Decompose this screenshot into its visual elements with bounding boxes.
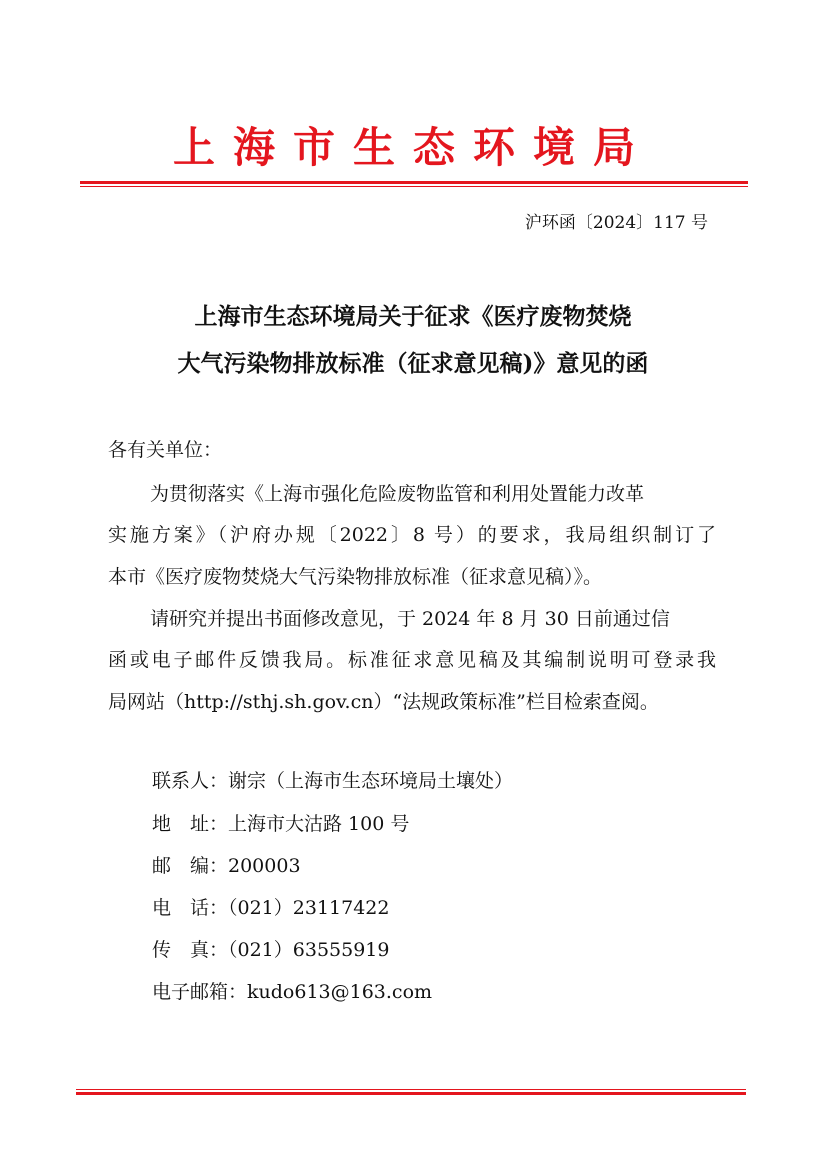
document-number: 沪环函〔2024〕117 号 [524,213,708,233]
paragraph-2-line-2: 函或电子邮件反馈我局。标准征求意见稿及其编制说明可登录我 [108,649,716,671]
document-title-line-1: 上海市生态环境局关于征求《医疗废物焚烧 [194,303,632,330]
contact-address: 地 址：上海市大沽路 100 号 [152,813,410,835]
footer-rule-thick [76,1092,746,1095]
paragraph-2-line-1: 请研究并提出书面修改意见，于 2024 年 8 月 30 日前通过信 [150,608,670,630]
document-title-line-2: 大气污染物排放标准（征求意见稿)》意见的函 [177,350,649,377]
contact-fax: 传 真：（021）63555919 [152,939,390,961]
header-rule-thin [80,186,748,187]
agency-letterhead: 上海市生态环境局 [172,123,653,172]
salutation: 各有关单位： [108,439,223,461]
paragraph-1-line-3: 本市《医疗废物焚烧大气污染物排放标准（征求意见稿）》。 [108,566,603,588]
contact-person: 联系人：谢宗（上海市生态环境局土壤处） [152,770,514,792]
contact-email: 电子邮箱：kudo613@163.com [152,981,433,1003]
contact-postcode: 邮 编：200003 [152,855,301,877]
paragraph-2-line-3: 局网站（http://sthj.sh.gov.cn）“法规政策标准”栏目检索查阅。 [108,691,659,713]
footer-rule-thin [76,1089,746,1090]
header-rule-thick [80,181,748,184]
paragraph-1-line-2: 实施方案》（沪府办规〔2022〕8 号）的要求，我局组织制订了 [108,524,716,546]
paragraph-1-line-1: 为贯彻落实《上海市强化危险废物监管和利用处置能力改革 [150,483,645,505]
contact-phone: 电 话：（021）23117422 [152,897,390,919]
